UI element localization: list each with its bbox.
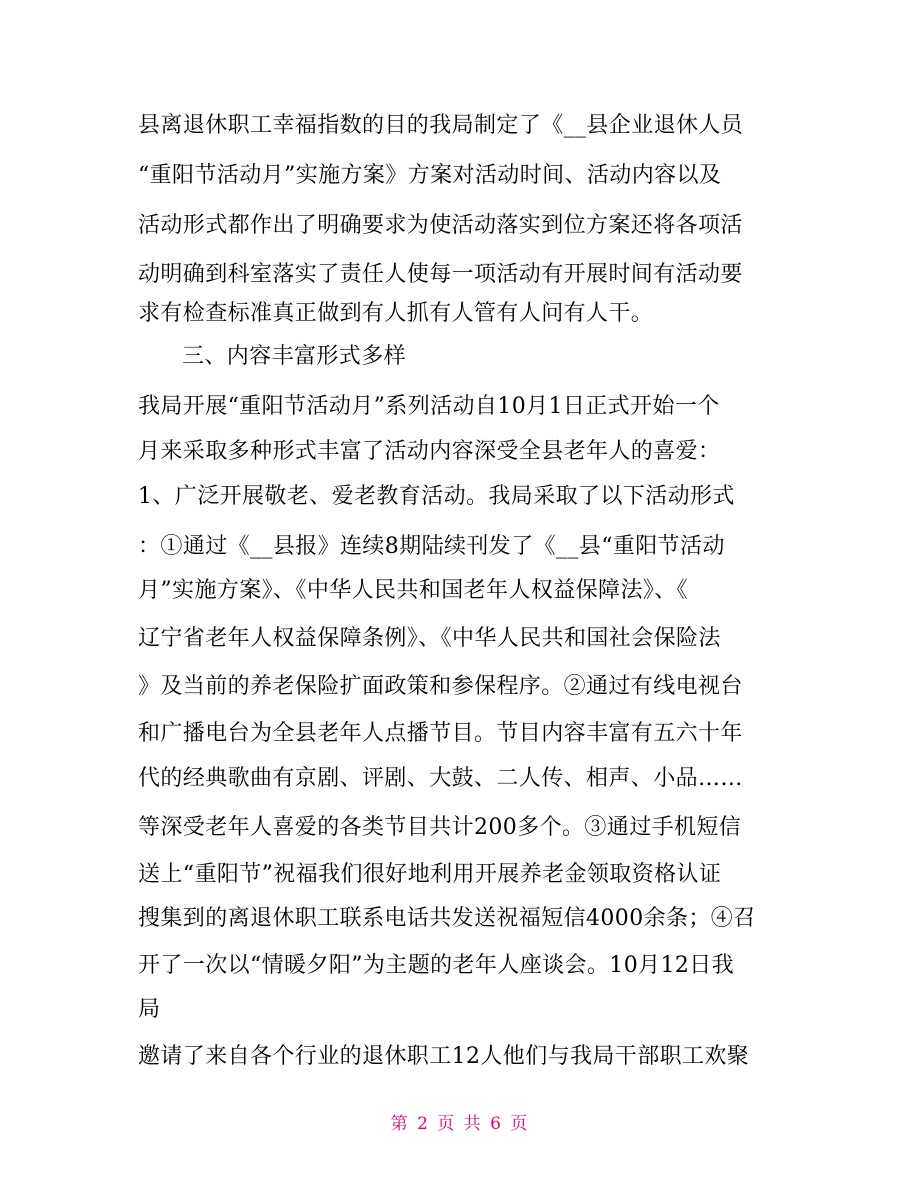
body-text-line: ：①通过《__县报》连续8期陆续刊发了《__县“重阳节活动	[138, 534, 725, 559]
body-text-line: 月来采取多种形式丰富了活动内容深受全县老年人的喜爱：	[138, 439, 721, 464]
body-text-line: 搜集到的离退休职工联系电话共发送祝福短信4000余条；④召	[138, 906, 756, 931]
body-text-line: 活动形式都作出了明确要求为使活动落实到位方案还将各项活	[138, 213, 743, 238]
body-text-line: 月”实施方案》、《中华人民共和国老年人权益保障法》、《	[138, 578, 689, 603]
body-text-line: 1、广泛开展敬老、爱老教育活动。我局采取了以下活动形式	[138, 484, 735, 509]
body-text-line: 》及当前的养老保险扩面政策和参保程序。②通过有线电视台	[138, 674, 743, 699]
body-text-line: 等深受老年人喜爱的各类节目共计200多个。③通过手机短信	[138, 815, 742, 840]
section-heading: 三、内容丰富形式多样	[182, 344, 407, 369]
body-text-line: 邀请了来自各个行业的退休职工12人他们与我局干部职工欢聚	[138, 1044, 750, 1069]
body-text-line: 县离退休职工幸福指数的目的我局制定了《__县企业退休人员	[138, 113, 744, 138]
body-text-line: 开了一次以“情暖夕阳”为主题的老年人座谈会。10月12日我	[138, 953, 735, 978]
body-text-line: 辽宁省老年人权益保障条例》、《中华人民共和国社会保险法	[138, 626, 721, 651]
body-text-line: 代的经典歌曲有京剧、评剧、大鼓、二人传、相声、小品……	[138, 766, 743, 791]
body-text-line: “重阳节活动月”实施方案》方案对活动时间、活动内容以及	[138, 163, 722, 188]
body-text-line: 局	[138, 997, 161, 1022]
body-text-line: 送上“重阳节”祝福我们很好地利用开展养老金领取资格认证	[138, 862, 722, 887]
page-number-footer: 第 2 页 共 6 页	[390, 1114, 530, 1134]
body-text-line: 和广播电台为全县老年人点播节目。节目内容丰富有五六十年	[138, 721, 743, 746]
body-text-line: 我局开展“重阳节活动月”系列活动自10月1日正式开始一个	[138, 394, 720, 419]
body-text-line: 求有检查标准真正做到有人抓有人管有人问有人干。	[138, 301, 654, 326]
body-text-line: 动明确到科室落实了责任人使每一项活动有开展时间有活动要	[138, 262, 743, 287]
